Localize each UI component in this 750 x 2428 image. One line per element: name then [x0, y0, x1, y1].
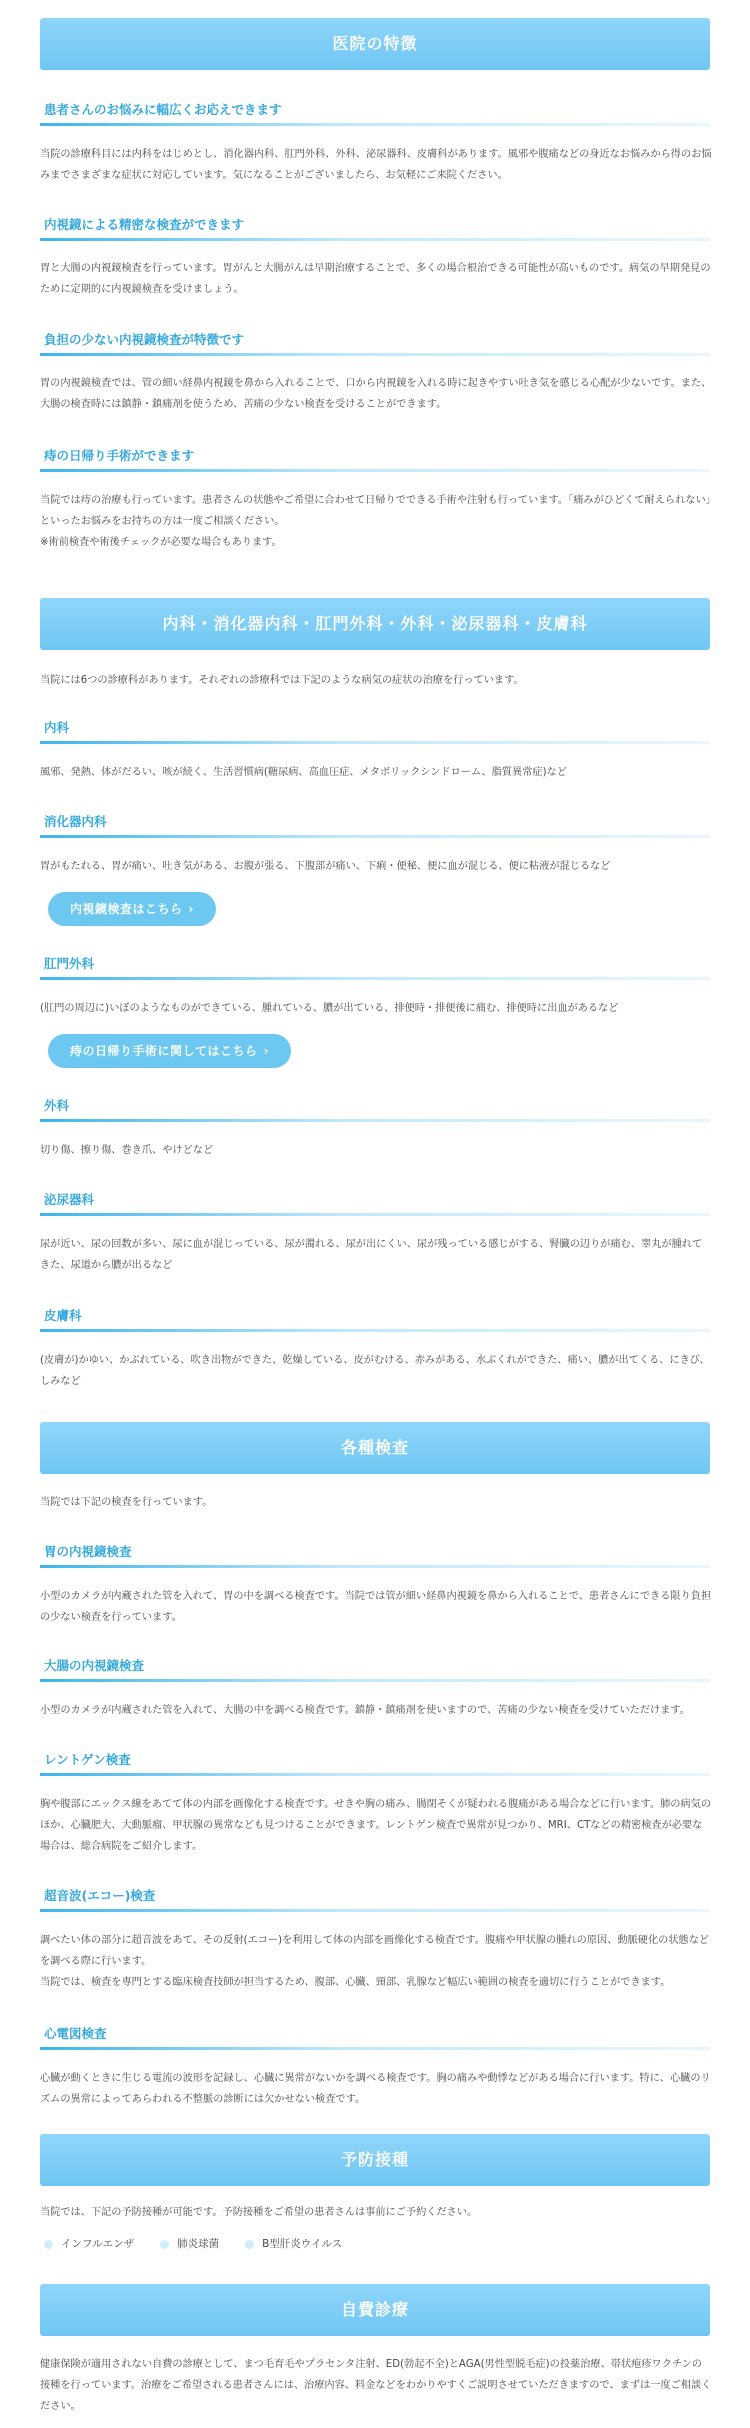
vaccination-item-label: 肺炎球菌 [177, 2238, 220, 2250]
vaccination-item-label: B型肝炎ウイルス [262, 2238, 343, 2250]
dept-text-dermatology: (皮膚が)かゆい、かぶれている、吹き出物ができた、乾燥している、皮がむける、赤みがある、水ぶくれができた、痛い、膿が出てくる、にきび、しみなど [40, 1355, 710, 1387]
feature-text-4-body: 当院では痔の治療も行っています。患者さんの状態やご希望に合わせて日帰りでできる手術や注射も行っています。「痛みがひどくて耐えられない」といったお悩みをお持ちの方は一度ご相談ください。 [40, 495, 711, 527]
exam-text-ultrasound-body: 調べたい体の部分に超音波をあて、その反射(エコー)を利用して体の内部を画像化する検査です。腹痛や甲状腺の腫れの原因、動脈硬化の状態などを調べる際に行います。 [40, 1935, 710, 1967]
exams-banner-title: 各種検査 [340, 1438, 409, 1457]
vaccination-item-label: インフルエンザ [61, 2238, 135, 2250]
dept-text-proctology: (肛門の周辺に)いぼのようなものができている、腫れている、膿が出ている、排便時・排便後に痛む、排便時に出血があるなど [40, 1003, 619, 1014]
bullet-icon [160, 2240, 169, 2249]
dept-heading-surgery: 外科 [40, 1096, 710, 1116]
exam-text-xray: 胸や腹部にエックス線をあてて体の内部を画像化する検査です。せきや胸の痛み、腸閉そくが疑われる腹痛がある場合などに行います。肺の病気のほか、心臓肥大、大動脈瘤、甲状腺の異常なども見つけることができます。レントゲン検査で異常が見つかり、MRI、CTなどの精密検査が必要な場合は、総合病院をご紹介します。 [40, 1799, 712, 1852]
chevron-right-icon: › [188, 902, 194, 916]
feature-text-3 [40, 373, 712, 415]
self-pay-banner-title: 自費診療 [340, 2300, 409, 2319]
exam-heading-colonoscopy: 大腸の内視鏡検査 [40, 1656, 710, 1676]
chevron-right-icon: › [263, 1044, 269, 1058]
exams-banner [40, 1422, 710, 1474]
exam-text-ultrasound [40, 1930, 712, 1993]
endoscopy-link-label: 内視鏡検査はこちら [70, 902, 183, 916]
dept-text-internal: 風邪、発熱、体がだるい、咳が続く、生活習慣病(糖尿病、高血圧症、メタボリックシンドローム、脂質異常症)など [40, 767, 567, 778]
exams-intro: 当院では下記の検査を行っています。 [40, 1497, 213, 1508]
feature-heading-4: 痔の日帰り手術ができます [40, 446, 710, 466]
exam-text-ultrasound-body2: 当院では、検査を専門とする臨床検査技師が担当するため、腹部、心臓、頸部、乳腺など幅広い範囲の検査を適切に行うことができます。 [40, 1977, 671, 1988]
feature-text-4-note: ※術前検査や術後チェックが必要な場合もあります。 [40, 537, 282, 548]
feature-text-1 [40, 144, 712, 186]
dept-text-surgery: 切り傷、擦り傷、巻き爪、やけどなど [40, 1145, 214, 1156]
dept-text-gastro: 胃がもたれる、胃が痛い、吐き気がある、お腹が張る、下腹部が痛い、下痢・便秘、便に血が混じる、便に粘液が混じるなど [40, 861, 611, 872]
vaccination-item [160, 2234, 219, 2254]
dept-heading-dermatology: 皮膚科 [40, 1306, 710, 1326]
dept-heading-urology: 泌尿器科 [40, 1190, 710, 1210]
feature-text-2-body: 胃と大腸の内視鏡検査を行っています。胃がんと大腸がんは早期治療することで、多くの場合根治できる可能性が高いものです。病気の早期発見のために定期的に内視鏡検査を受けましょう。 [40, 263, 711, 295]
feature-heading-3: 負担の少ない内視鏡検査が特徴です [40, 330, 710, 350]
feature-text-3-body: 胃の内視鏡検査では、管の細い経鼻内視鏡を鼻から入れることで、口から内視鏡を入れる時に起きやすい吐き気を感じる心配が少ないです。また、大腸の検査時には鎮静・鎮痛剤を使うため、苦痛の少ない検査を受けることができます。 [40, 378, 712, 410]
exam-heading-xray: レントゲン検査 [40, 1750, 710, 1770]
self-pay-text: 健康保険が適用されない自費の診療として、まつ毛育毛やプラセンタ注射、ED(勃起不全)とAGA(男性型脱毛症)の投薬治療、帯状疱疹ワクチンの接種を行っています。治療をご希望される患者さんには、治療内容、料金などをわかりやすくご説明させていただきますので、まずは一度ご相談ください。 [40, 2359, 712, 2412]
hemorrhoid-surgery-link-label: 痔の日帰り手術に関してはこちら [70, 1044, 258, 1058]
vaccination-item [245, 2234, 342, 2254]
feature-heading-1: 患者さんのお悩みに幅広くお応えできます [40, 100, 710, 120]
feature-text-4 [40, 490, 712, 553]
features-banner [40, 18, 710, 70]
exam-heading-gastroscopy: 胃の内視鏡検査 [40, 1542, 710, 1562]
exam-heading-ecg: 心電図検査 [40, 2024, 710, 2044]
vaccination-list [44, 2234, 342, 2254]
features-banner-title: 医院の特徴 [332, 34, 418, 53]
vaccination-intro: 当院では、下記の予防接種が可能です。予防接種をご希望の患者さんは事前にご予約ください。 [40, 2207, 478, 2218]
exam-text-ecg: 心臓が動くときに生じる電流の波形を記録し、心臓に異常がないかを調べる検査です。胸の痛みや動悸などがある場合に行います。特に、心臓のリズムの異常によってあらわれる不整脈の診断には欠かせない検査です。 [40, 2073, 711, 2105]
exam-text-colonoscopy: 小型のカメラが内蔵された管を入れて、大腸の中を調べる検査です。鎮静・鎮痛剤を使いますので、苦痛の少ない検査を受けていただけます。 [40, 1705, 690, 1716]
feature-text-1-body: 当院の診療科目には内科をはじめとし、消化器内科、肛門外科、外科、泌尿器科、皮膚科があります。風邪や腹痛などの身近なお悩みから得のお悩みまでさまざまな症状に対応しています。気になることがございましたら、お気軽にご来院ください。 [40, 149, 712, 181]
bullet-icon [245, 2240, 254, 2249]
vaccination-banner [40, 2134, 710, 2186]
hemorrhoid-surgery-link-button[interactable] [48, 1034, 291, 1068]
dept-heading-proctology: 肛門外科 [40, 954, 710, 974]
departments-banner-title: 内科・消化器内科・肛門外科・外科・泌尿器科・皮膚科 [162, 614, 588, 633]
vaccination-banner-title: 予防接種 [340, 2150, 409, 2169]
departments-intro: 当院には6つの診療科があります。それぞれの診療科では下記のような病気の症状の治療を行っています。 [40, 675, 524, 686]
bullet-icon [44, 2240, 53, 2249]
exam-text-gastroscopy: 小型のカメラが内蔵された管を入れて、胃の中を調べる検査です。当院では管が細い経鼻内視鏡を鼻から入れることで、患者さんにできる限り負担の少ない検査を行っています。 [40, 1591, 712, 1623]
dept-text-urology: 尿が近い、尿の回数が多い、尿に血が混じっている、尿が濁れる、尿が出にくい、尿が残っている感じがする、腎臓の辺りが痛む、睾丸が腫れてきた、尿道から膿が出るなど [40, 1239, 703, 1271]
feature-heading-2: 内視鏡による精密な検査ができます [40, 215, 710, 235]
exam-heading-ultrasound: 超音波(エコー)検査 [40, 1886, 710, 1906]
vaccination-item [44, 2234, 134, 2254]
dept-heading-gastro: 消化器内科 [40, 812, 710, 832]
dept-heading-internal: 内科 [40, 718, 710, 738]
endoscopy-link-button[interactable] [48, 892, 216, 926]
departments-banner [40, 598, 710, 650]
feature-text-2 [40, 258, 712, 300]
self-pay-banner [40, 2284, 710, 2336]
